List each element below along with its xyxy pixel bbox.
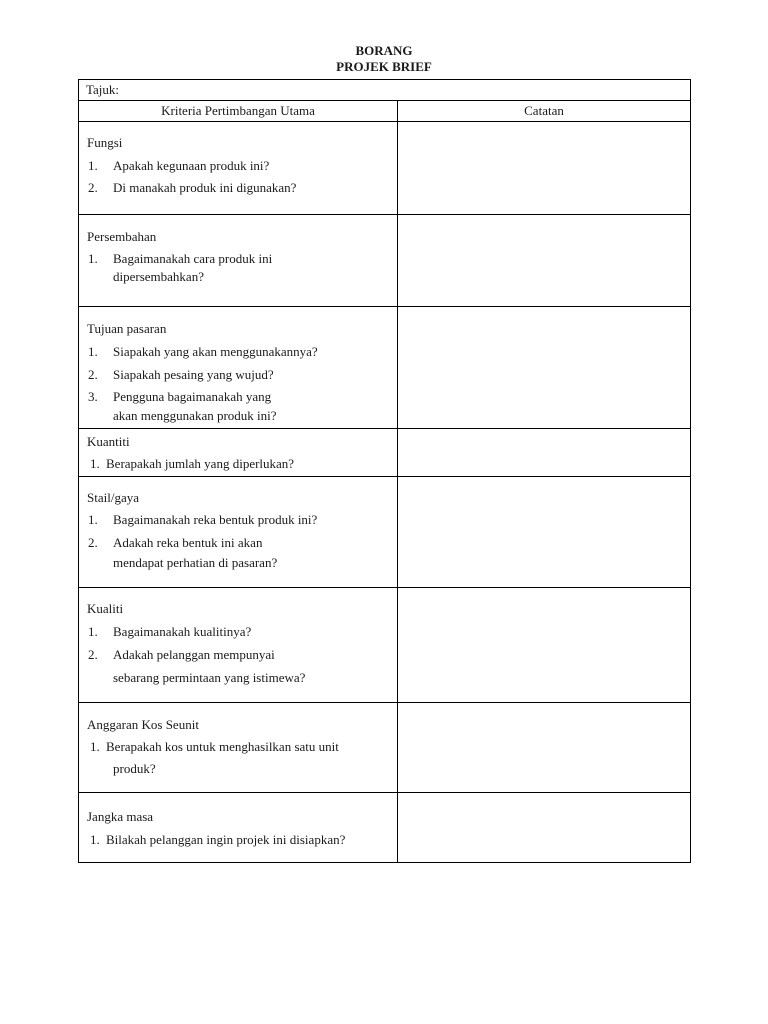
item-number: 1. (88, 344, 98, 359)
form-title: BORANG (355, 43, 413, 58)
form-subtitle: PROJEK BRIEF (336, 59, 432, 74)
list-item (88, 624, 251, 639)
section-row-stail-gaya (79, 476, 690, 588)
item-number: 1. (90, 739, 100, 754)
section-row-kualiti (79, 587, 690, 703)
column-divider (397, 100, 398, 862)
list-item (88, 512, 317, 527)
section-row-kuantiti (79, 428, 690, 477)
section-row-anggaran-kos (79, 702, 690, 793)
item-text: Berapakah jumlah yang diperlukan? (106, 456, 295, 471)
section-row-persembahan (79, 214, 690, 307)
item-number: 1. (88, 624, 98, 639)
item-text: Adakah pelanggan mempunyai (113, 647, 275, 662)
list-item (88, 389, 271, 404)
item-number: 2. (88, 367, 98, 382)
criteria-column-header: Kriteria Pertimbangan Utama (161, 103, 315, 118)
item-text: Bilakah pelanggan ingin projek ini disiapkan? (106, 832, 346, 847)
item-text: Siapakah pesaing yang wujud? (113, 367, 274, 382)
section-row-tujuan-pasaran (79, 306, 690, 429)
section-title: Kualiti (87, 601, 124, 616)
item-number: 1. (90, 832, 100, 847)
section-title: Persembahan (87, 229, 157, 244)
section-title: Stail/gaya (87, 490, 139, 505)
item-number: 3. (88, 389, 98, 404)
list-item (88, 180, 296, 195)
section-title: Jangka masa (87, 809, 154, 824)
item-text: Bagaimanakah kualitinya? (113, 624, 252, 639)
item-number: 1. (88, 512, 98, 527)
section-title: Anggaran Kos Seunit (87, 717, 199, 732)
section-title: Tujuan pasaran (87, 321, 167, 336)
list-item (88, 367, 274, 382)
item-text-continued: akan menggunakan produk ini? (113, 408, 277, 423)
item-text: Di manakah produk ini digunakan? (113, 180, 297, 195)
list-item (90, 456, 294, 471)
item-text: Siapakah yang akan menggunakannya? (113, 344, 318, 359)
tajuk-label: Tajuk: (86, 82, 120, 97)
item-text: Bagaimanakah cara produk ini (113, 251, 273, 266)
tajuk-row (79, 80, 690, 101)
list-item (88, 647, 275, 662)
item-number: 2. (88, 535, 98, 550)
section-row-fungsi (79, 121, 690, 215)
list-item (88, 535, 262, 550)
item-number: 1. (88, 251, 98, 266)
list-item (88, 344, 318, 359)
item-text: Adakah reka bentuk ini akan (113, 535, 263, 550)
section-title: Kuantiti (87, 434, 130, 449)
item-text: Apakah kegunaan produk ini? (113, 158, 270, 173)
list-item (90, 739, 339, 754)
section-title: Fungsi (87, 135, 123, 150)
item-text: Pengguna bagaimanakah yang (113, 389, 272, 404)
section-row-jangka-masa (79, 792, 690, 864)
item-text-continued: sebarang permintaan yang istimewa? (113, 670, 306, 685)
list-item (88, 251, 272, 266)
project-brief-table (78, 79, 691, 863)
item-number: 2. (88, 647, 98, 662)
item-text: Berapakah kos untuk menghasilkan satu unit (106, 739, 339, 754)
item-text-continued: mendapat perhatian di pasaran? (113, 555, 278, 570)
list-item (90, 832, 345, 847)
item-text-continued: dipersembahkan? (113, 269, 204, 284)
notes-column-header: Catatan (524, 103, 564, 118)
item-text: Bagaimanakah reka bentuk produk ini? (113, 512, 318, 527)
header-row (79, 100, 690, 122)
item-number: 1. (88, 158, 98, 173)
list-item (88, 158, 269, 173)
item-number: 1. (90, 456, 100, 471)
item-text-continued: produk? (113, 761, 156, 776)
item-number: 2. (88, 180, 98, 195)
